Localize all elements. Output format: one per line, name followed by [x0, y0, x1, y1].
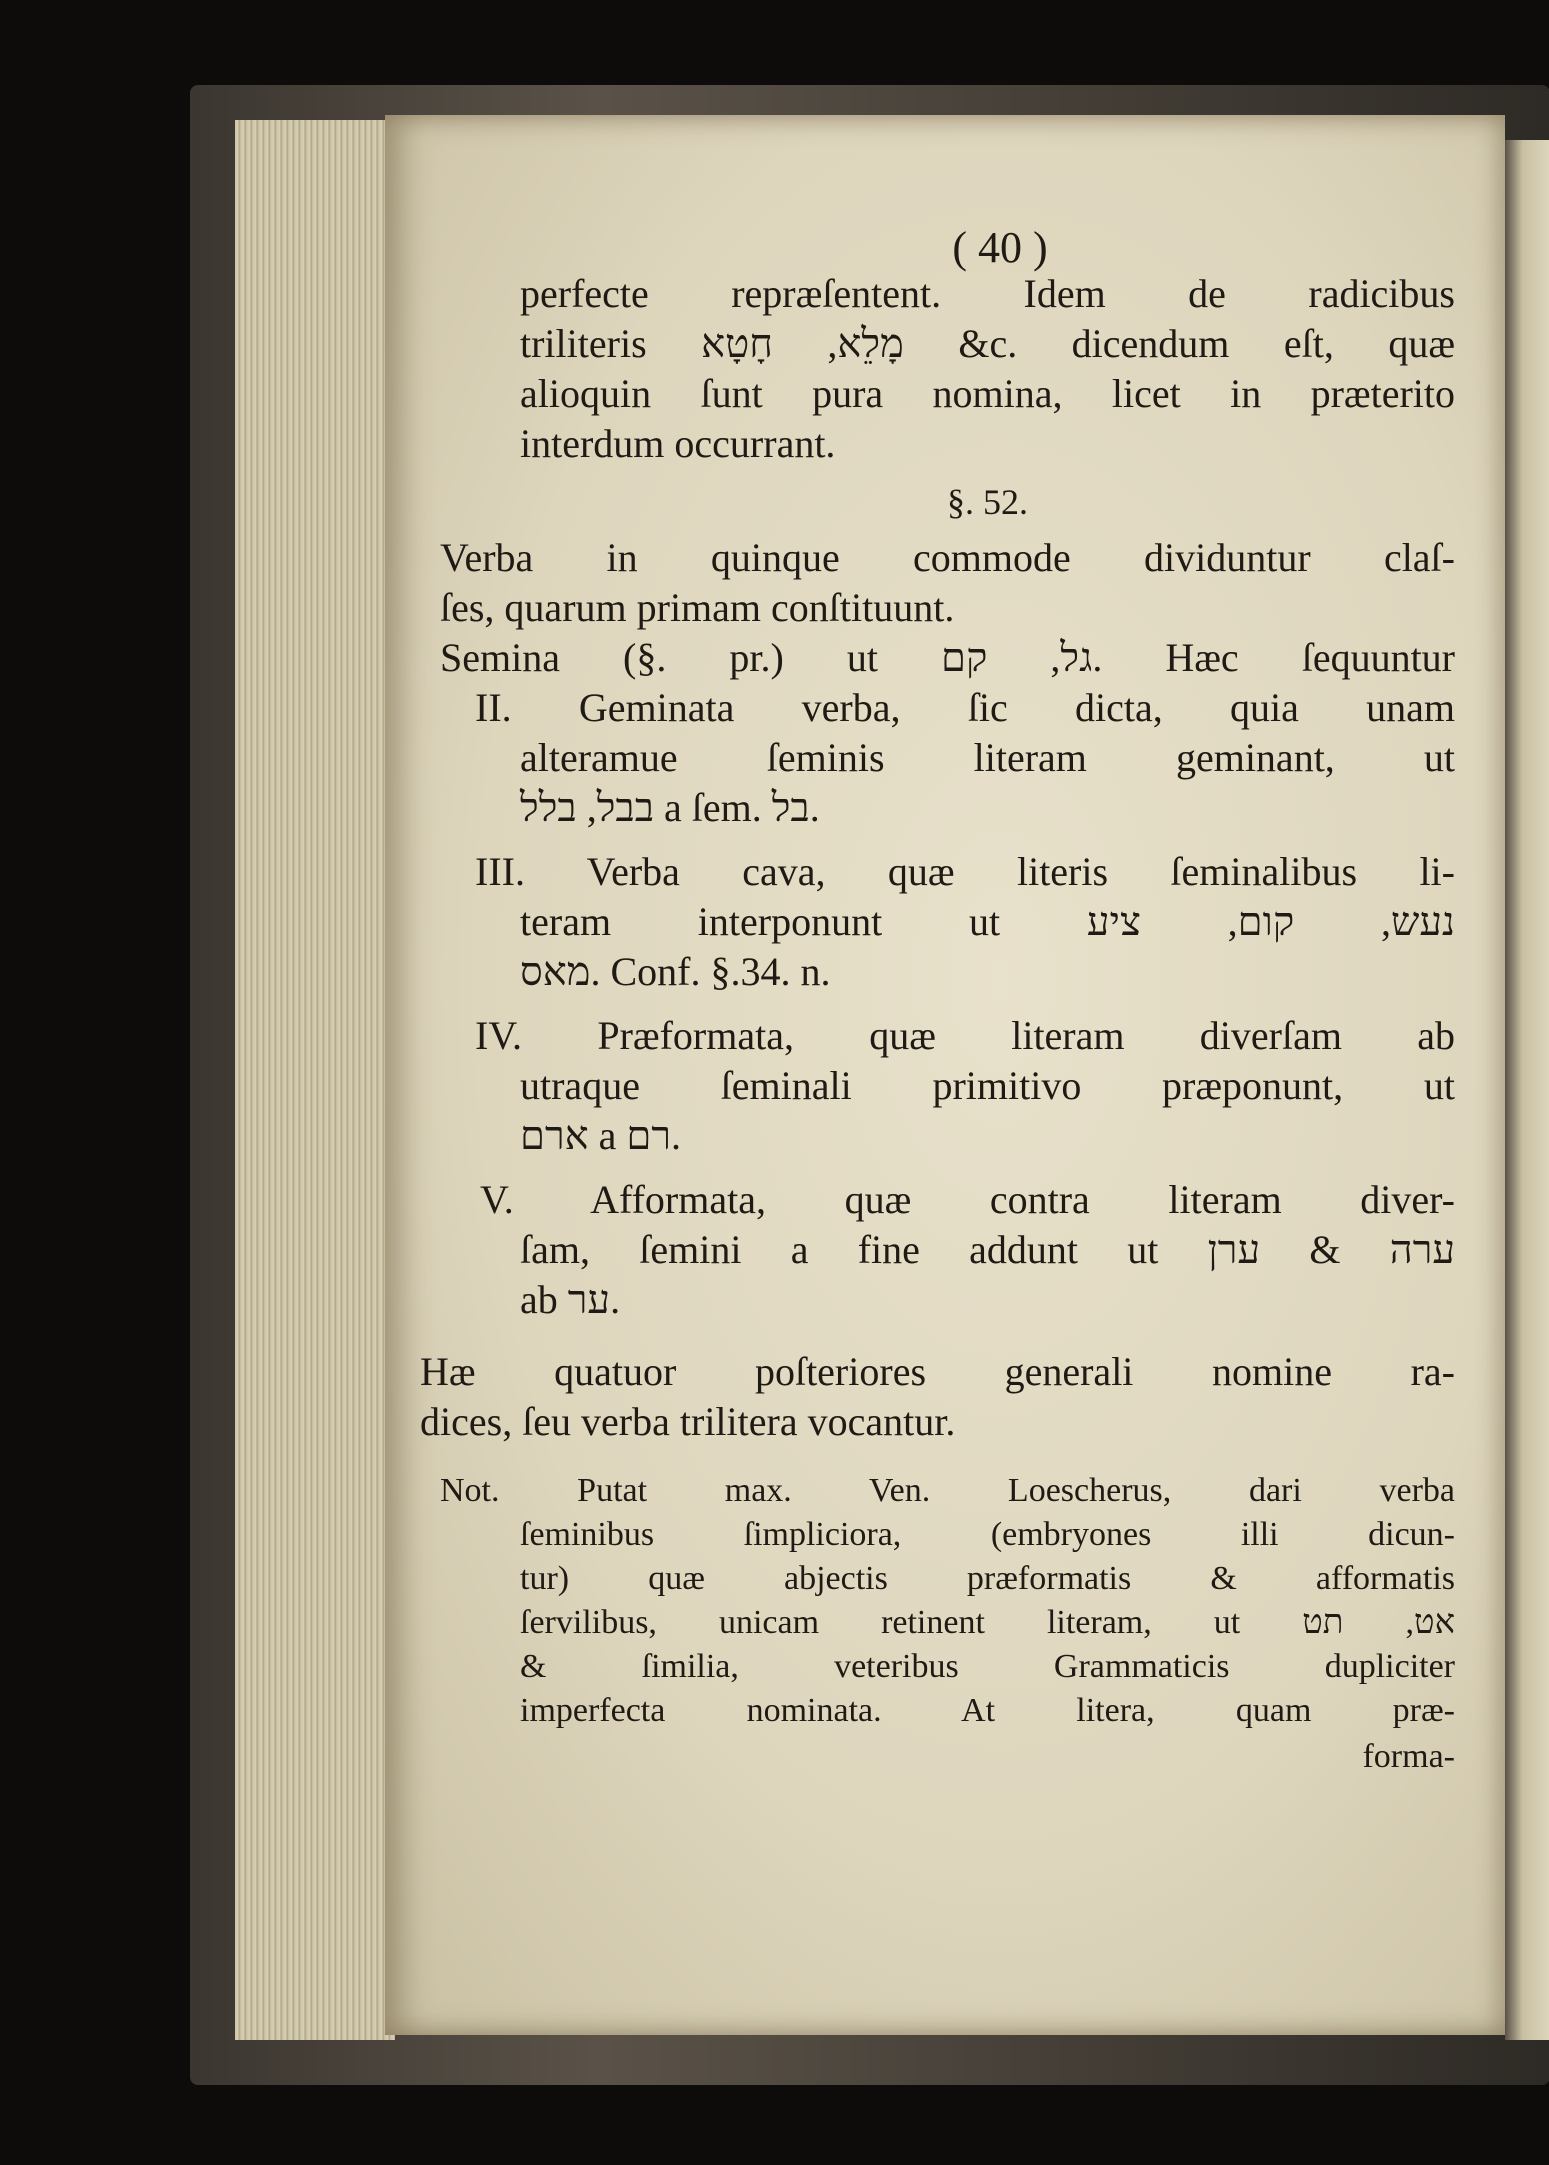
text-line: interdum occurrant. — [520, 421, 836, 466]
section-heading: §. 52. — [947, 482, 1028, 522]
page-text — [420, 225, 1456, 1779]
note-line: ſeminibus ſimpliciora, (embryones illi dicun- — [520, 1516, 1455, 1553]
text-line: alioquin ſunt pura nomina, licet in præterito — [520, 371, 1455, 416]
text-line: alteramue ſeminis literam geminant, ut — [520, 735, 1455, 780]
text-line: utraque ſeminali primitivo præponunt, ut — [520, 1063, 1455, 1108]
text-line: III. Verba cava, quæ literis ſeminalibus li- — [475, 849, 1455, 894]
text-line: ſes, quarum primam conſtituunt. — [440, 585, 955, 630]
text-line: Hæ quatuor poſteriores generali nomine ra- — [420, 1349, 1455, 1394]
text-line: Verba in quinque commode dividuntur claſ- — [440, 535, 1455, 580]
text-line: triliteris מָלֵא, חָטָא &c. dicendum eſt, quæ — [520, 321, 1456, 366]
text-line: perfecte repræſentent. Idem de radicibus — [520, 271, 1455, 316]
text-line: ab ער. — [520, 1277, 621, 1322]
text-line: בבל, בלל a ſem. בל. — [520, 785, 820, 830]
text-line: teram interponunt ut נעש, קום, ציע — [520, 899, 1455, 944]
catchword: forma- — [1362, 1738, 1455, 1775]
text-line: ארם a רם. — [520, 1113, 681, 1158]
text-line: IV. Præformata, quæ literam diverſam ab — [475, 1013, 1455, 1058]
text-line: V. Afformata, quæ contra literam diver- — [480, 1177, 1455, 1222]
facing-page-edge — [1505, 140, 1549, 2040]
text-line: מאס. Conf. §.34. n. — [520, 949, 831, 994]
page-edges — [235, 120, 395, 2040]
note-line: Not. Putat max. Ven. Loescherus, dari verba — [440, 1472, 1455, 1509]
text-line: Semina (§. pr.) ut גל, קם. Hæc ſequuntur — [440, 635, 1456, 680]
note-line: tur) quæ abjectis præformatis & afformatis — [520, 1560, 1455, 1597]
note-line: ſervilibus, unicam retinent literam, ut אט, תט — [520, 1604, 1455, 1641]
text-line: ſam, ſemini a fine addunt ut ערה & ערן — [520, 1227, 1455, 1272]
note-line: imperfecta nominata. At litera, quam præ- — [520, 1692, 1455, 1729]
text-line: II. Geminata verba, ſic dicta, quia unam — [475, 685, 1455, 730]
text-line: dices, ſeu verba trilitera vocantur. — [420, 1399, 956, 1444]
page-number: ( 40 ) — [952, 223, 1048, 272]
note-line: & ſimilia, veteribus Grammaticis dupliciter — [520, 1648, 1455, 1685]
